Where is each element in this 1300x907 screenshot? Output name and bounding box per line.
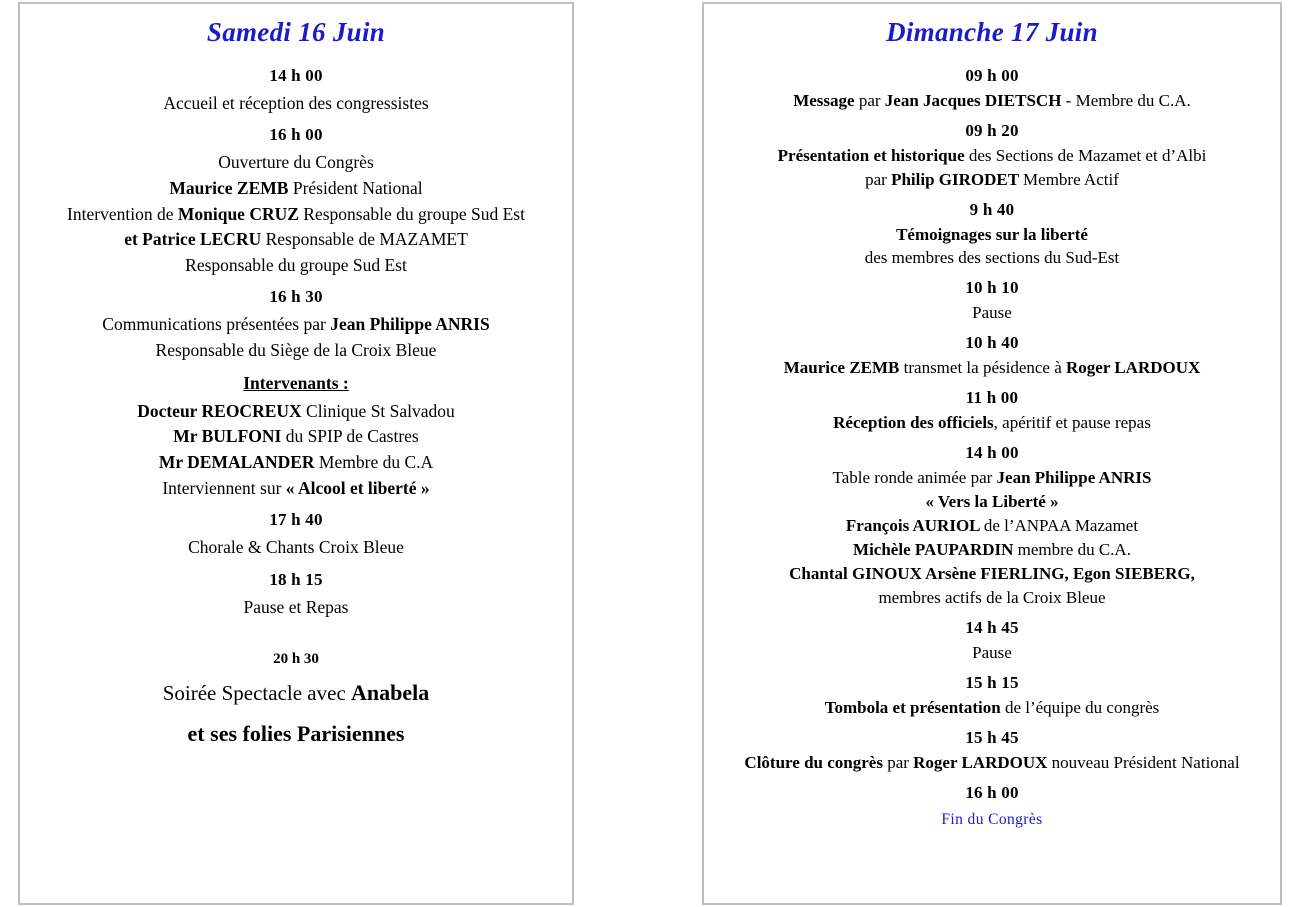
schedule-time: 16 h 00 <box>269 125 323 145</box>
emphasis-text: Présentation et historique <box>777 145 969 165</box>
schedule-line <box>30 203 562 227</box>
schedule-time: 14 h 00 <box>269 65 323 85</box>
schedule-line <box>30 92 562 116</box>
plain-text: de l’équipe du congrès <box>1004 697 1160 717</box>
end-of-congress-note: Fin du Congrès <box>941 810 1043 828</box>
plain-text: Communications présentées par <box>102 314 331 335</box>
schedule-time: 14 h 45 <box>965 617 1019 637</box>
plain-text: Table ronde animée par <box>832 468 997 488</box>
schedule-line <box>30 596 562 620</box>
sunday-column <box>702 2 1282 905</box>
emphasis-text: François AURIOL <box>845 516 984 536</box>
schedule-line <box>30 400 562 424</box>
plain-text: Soirée Spectacle avec <box>162 681 352 706</box>
plain-text: transmet la pésidence à <box>903 358 1067 378</box>
emphasis-text: Mr DEMALANDER <box>158 451 319 472</box>
schedule-line <box>30 313 562 337</box>
schedule-line <box>30 339 562 363</box>
emphasis-text: Monique CRUZ <box>177 203 304 224</box>
plain-text: Pause <box>972 303 1012 323</box>
emphasis-text: Maurice ZEMB <box>783 358 904 378</box>
emphasis-text: Témoignages sur la liberté <box>896 224 1088 244</box>
plain-text: - Membre du C.A. <box>1061 90 1191 110</box>
plain-text: membres actifs de la Croix Bleue <box>878 587 1106 607</box>
schedule-line <box>30 228 562 252</box>
plain-text: Ouverture du Congrès <box>218 152 374 173</box>
plain-text: membre du C.A. <box>1017 540 1131 559</box>
emphasis-text: Clôture du congrès <box>744 752 888 772</box>
schedule-time: 15 h 15 <box>965 672 1019 692</box>
schedule-line <box>714 515 1270 538</box>
emphasis-text: et ses folies Parisiennes <box>187 721 405 747</box>
plain-text: Responsable de MAZAMET <box>265 229 468 250</box>
schedule-line <box>30 425 562 449</box>
emphasis-text: Anabela <box>351 680 430 706</box>
schedule-line <box>714 90 1270 113</box>
schedule-time: 10 h 40 <box>965 333 1019 353</box>
plain-text: Intervention de <box>67 203 178 224</box>
emphasis-text: Mr BULFONI <box>173 426 286 447</box>
saturday-title: Samedi 16 Juin <box>206 17 386 47</box>
emphasis-text: Maurice ZEMB <box>169 177 293 198</box>
schedule-line <box>30 254 562 278</box>
plain-text: Pause <box>972 642 1012 662</box>
schedule-line <box>30 477 562 501</box>
saturday-schedule <box>30 66 562 750</box>
emphasis-text: Roger LARDOUX <box>1066 358 1201 378</box>
emphasis-text: Philip GIRODET <box>891 169 1024 189</box>
emphasis-text: Docteur REOCREUX <box>137 400 307 421</box>
saturday-column <box>18 2 574 905</box>
schedule-line <box>714 491 1270 514</box>
schedule-time: 09 h 20 <box>965 120 1019 140</box>
schedule-line <box>30 719 562 750</box>
emphasis-text: Chantal GINOUX Arsène FIERLING, Egon SIEBERG, <box>789 563 1195 583</box>
schedule-line <box>714 697 1270 720</box>
plain-text: par <box>887 752 914 772</box>
schedule-time: 15 h 45 <box>965 727 1019 747</box>
schedule-line <box>714 357 1270 380</box>
plain-text: Chorale & Chants Croix Bleue <box>188 537 404 558</box>
plain-text: du SPIP de Castres <box>285 426 419 447</box>
emphasis-text: « Alcool et liberté » <box>285 477 430 498</box>
schedule-time: 11 h 00 <box>965 388 1019 408</box>
plain-text: Responsable du Siège de la Croix Bleue <box>155 340 437 361</box>
schedule-line <box>714 412 1270 435</box>
plain-text: par <box>858 90 885 110</box>
plain-text: Pause et Repas <box>243 596 349 617</box>
plain-text: Membre Actif <box>1023 169 1119 189</box>
schedule-time: 10 h 10 <box>965 278 1019 298</box>
plain-text: des Sections de Mazamet et d’Albi <box>968 145 1207 165</box>
schedule-line <box>30 151 562 175</box>
schedule-line <box>714 169 1270 192</box>
emphasis-text: Message <box>793 90 859 110</box>
schedule-line <box>30 177 562 201</box>
emphasis-text: Roger LARDOUX <box>913 752 1052 772</box>
plain-text: Responsable du groupe Sud Est <box>303 203 525 224</box>
plain-text: des membres des sections du Sud-Est <box>864 248 1120 268</box>
emphasis-text: « Vers la Liberté » <box>925 492 1059 512</box>
schedule-line <box>714 467 1270 490</box>
schedule-line <box>714 302 1270 325</box>
schedule-time: 16 h 30 <box>269 287 323 307</box>
evening-time: 20 h 30 <box>273 651 319 668</box>
schedule-line <box>714 224 1270 247</box>
emphasis-text: Jean Philippe ANRIS <box>330 314 490 335</box>
schedule-line <box>714 752 1270 775</box>
plain-text: Accueil et réception des congressistes <box>163 92 429 113</box>
schedule-line <box>714 145 1270 168</box>
spacer <box>30 621 562 643</box>
emphasis-text: et Patrice LECRU <box>124 229 266 250</box>
plain-text: Interviennent sur <box>162 477 286 498</box>
schedule-line <box>714 587 1270 610</box>
schedule-line <box>30 536 562 560</box>
emphasis-text: Michèle PAUPARDIN <box>853 540 1018 559</box>
sunday-schedule <box>714 66 1270 829</box>
plain-text: Clinique St Salvadou <box>306 400 455 421</box>
schedule-time: 9 h 40 <box>969 199 1015 219</box>
schedule-time: 09 h 00 <box>965 65 1019 85</box>
speakers-heading: Intervenants : <box>243 372 349 393</box>
schedule-line <box>30 451 562 475</box>
schedule-time: 16 h 00 <box>965 782 1019 802</box>
schedule-time: 14 h 00 <box>965 443 1019 463</box>
emphasis-text: Jean Philippe ANRIS <box>996 468 1152 488</box>
plain-text: , apéritif et pause repas <box>993 413 1151 433</box>
plain-text: Membre du C.A <box>318 451 434 472</box>
plain-text: de l’ANPAA Mazamet <box>983 516 1139 536</box>
emphasis-text: Jean Jacques DIETSCH <box>884 90 1062 110</box>
schedule-line <box>714 539 1270 562</box>
schedule-line <box>714 563 1270 586</box>
emphasis-text: Réception des officiels <box>833 413 994 433</box>
emphasis-text: Tombola et présentation <box>824 697 1005 717</box>
sunday-title: Dimanche 17 Juin <box>886 17 1098 47</box>
plain-text: nouveau Président National <box>1051 752 1240 772</box>
schedule-time: 18 h 15 <box>269 569 323 589</box>
schedule-line <box>714 642 1270 665</box>
schedule-line <box>30 678 562 709</box>
plain-text: Président National <box>292 177 423 198</box>
plain-text: Responsable du groupe Sud Est <box>185 254 407 275</box>
plain-text: par <box>865 169 892 189</box>
schedule-time: 17 h 40 <box>269 510 323 530</box>
schedule-line <box>714 247 1270 270</box>
